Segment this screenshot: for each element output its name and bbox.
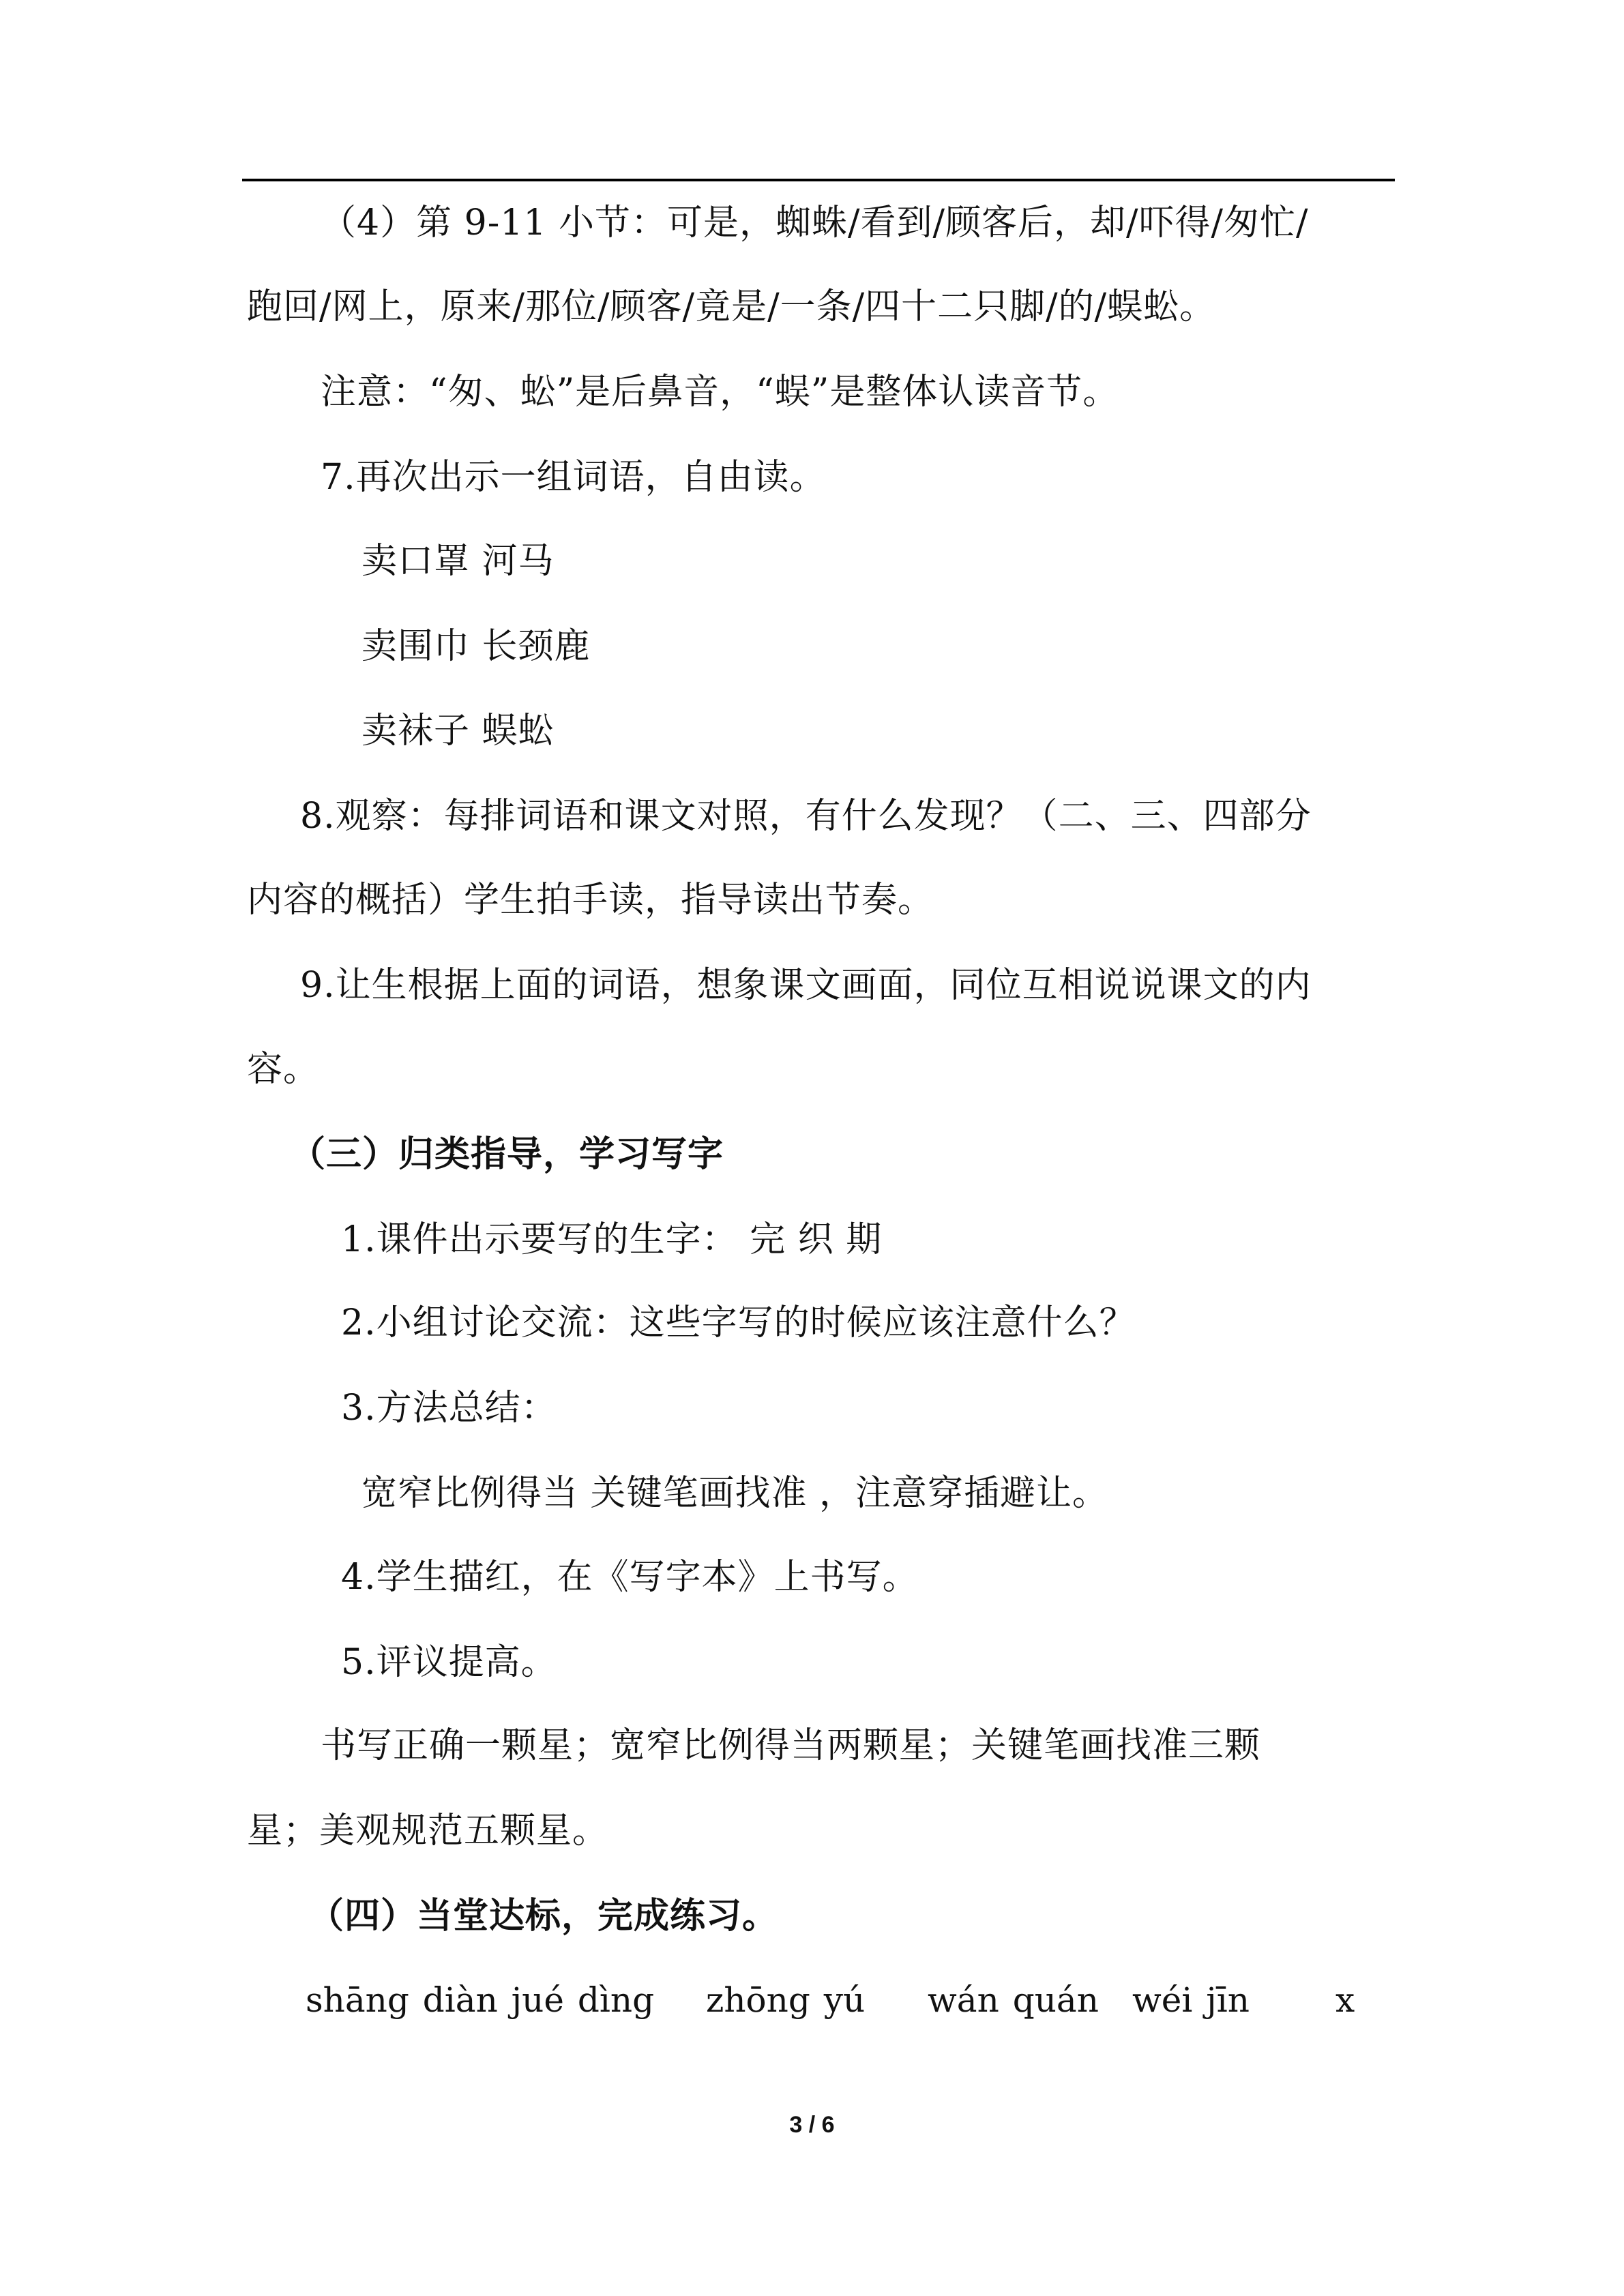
step-7: 7.再次出示一组词语，自由读。 <box>321 457 826 498</box>
rating-line: 书写正确一颗星；宽窄比例得当两颗星；关键笔画找准三颗 <box>321 1725 1261 1766</box>
step-9-cont: 容。 <box>247 1049 320 1090</box>
word-row-1: 卖口罩 河马 <box>361 541 555 582</box>
pinyin-word: wán quán <box>928 1980 1099 2020</box>
header-rule <box>242 179 1395 181</box>
substep-1: 1.课件出示要写的生字： 完 织 期 <box>341 1219 883 1260</box>
method-summary: 宽窄比例得当 关键笔画找准 ，注意穿插避让。 <box>361 1473 1109 1514</box>
paragraph-line: 跑回/网上，原来/那位/顾客/竟是/一条/四十二只脚/的/蜈蚣。 <box>247 286 1216 327</box>
note-line: 注意：“匆、蚣”是后鼻音，“蜈”是整体认读音节。 <box>321 372 1119 413</box>
pinyin-word: shāng diàn jué dìng <box>306 1980 655 2020</box>
paragraph-line: （4）第 9-11 小节：可是，蜘蛛/看到/顾客后，却/吓得/匆忙/ <box>321 203 1309 243</box>
step-8-cont: 内容的概括）学生拍手读，指导读出节奏。 <box>247 880 934 921</box>
substep-2: 2.小组讨论交流：这些字写的时候应该注意什么？ <box>341 1302 1136 1343</box>
substep-4: 4.学生描红，在《写字本》上书写。 <box>341 1557 919 1598</box>
step-8: 8.观察：每排词语和课文对照，有什么发现？（二、三、四部分 <box>300 796 1312 837</box>
pinyin-word: x <box>1335 1980 1355 2020</box>
substep-5: 5.评议提高。 <box>341 1642 557 1683</box>
pinyin-word: wéi jīn <box>1132 1980 1250 2020</box>
substep-3: 3.方法总结： <box>341 1388 557 1429</box>
rating-line-cont: 星；美观规范五颗星。 <box>247 1810 609 1851</box>
pinyin-word: zhōng yú <box>706 1980 866 2020</box>
section-heading-4: （四）当堂达标，完成练习。 <box>308 1896 779 1937</box>
word-row-3: 卖袜子 蜈蚣 <box>361 711 555 751</box>
page-number: 3 / 6 <box>789 2112 835 2138</box>
section-heading-3: （三）归类指导，学习写字 <box>290 1134 724 1175</box>
step-9: 9.让生根据上面的词语，想象课文画面，同位互相说说课文的内 <box>300 965 1312 1006</box>
word-row-2: 卖围巾 长颈鹿 <box>361 626 591 667</box>
